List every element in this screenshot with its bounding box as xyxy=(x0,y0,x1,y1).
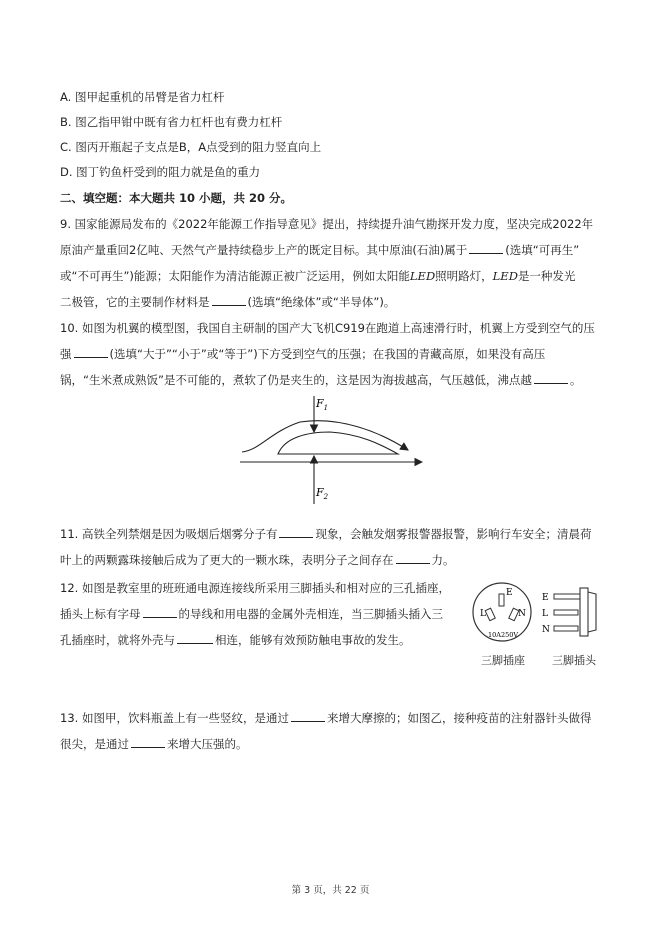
option-a: A. 图甲起重机的吊臂是省力杠杆 xyxy=(60,90,225,104)
led-term: LED xyxy=(492,269,518,283)
q13-text: 很尖，是通过 xyxy=(60,737,129,751)
q12-line-1: 12. 如图是教室里的班班通电源连接线所采用三脚插头和相对应的三孔插座， xyxy=(60,581,450,595)
q9-text: 或“不可再生”)能源；太阳能作为清洁能源正被广泛运用，例如太阳能 xyxy=(60,269,410,283)
q12-line-2 xyxy=(60,602,461,627)
q12-text: 的导线和用电器的金属外壳相连，当三脚插头插入三 xyxy=(178,607,443,621)
three-pin-plug xyxy=(540,584,610,644)
answer-blank[interactable] xyxy=(469,241,503,254)
q9-text: 原油产量重回2亿吨、天然气产量持续稳步上产的既定目标。其中原油(石油)属于 xyxy=(60,243,468,257)
answer-blank[interactable] xyxy=(131,735,165,748)
answer-blank[interactable] xyxy=(143,605,177,618)
answer-blank[interactable] xyxy=(177,631,213,644)
plug-n-label: N xyxy=(542,625,550,635)
q11-text: 叶上的两颗露珠接触后成为了更大的一颗水珠，表明分子之间存在 xyxy=(60,553,394,567)
answer-blank[interactable] xyxy=(291,709,325,722)
wing-diagram xyxy=(230,392,430,507)
q11-line-1 xyxy=(60,522,603,547)
led-term: LED xyxy=(409,269,436,283)
force-f2-label: $F_2$ xyxy=(316,486,329,501)
q9-text: 二极管，它的主要制作材料是 xyxy=(60,295,210,309)
socket-l-label: L xyxy=(480,609,486,619)
socket-e-label: E xyxy=(506,588,513,598)
q9-line-2 xyxy=(60,238,603,263)
answer-blank[interactable] xyxy=(212,293,246,306)
three-hole-socket xyxy=(466,582,542,646)
q9-text: (选填“绝缘体”或“半导体”)。 xyxy=(247,295,396,309)
q10-line-2 xyxy=(60,342,603,367)
q13-line-1 xyxy=(60,706,603,731)
q11-text: 力。 xyxy=(431,553,455,567)
q13-text: 来增大摩擦的；如图乙，接种疫苗的注射器针头做得 xyxy=(326,711,592,725)
q10-line-3 xyxy=(60,368,603,393)
q13-line-2 xyxy=(60,732,603,757)
socket-n-label: N xyxy=(518,609,526,619)
q9-line-4 xyxy=(60,290,603,315)
section-heading: 二、填空题：本大题共 10 小题，共 20 分。 xyxy=(60,191,293,205)
force-f1-label: $F_1$ xyxy=(316,397,329,412)
q9-line-3 xyxy=(60,264,603,289)
q9-text: (选填“可再生” xyxy=(505,243,580,257)
option-b: B. 图乙指甲钳中既有省力杠杆也有费力杠杆 xyxy=(60,115,283,129)
q13-text: 13. 如图甲，饮料瓶盖上有一些竖纹，是通过 xyxy=(60,711,289,725)
plug-e-label: E xyxy=(542,593,549,603)
q10-line-1: 10. 如图为机翼的模型图，我国自主研制的国产大飞机C919在跑道上高速滑行时，机翼上方受到空气的压 xyxy=(60,321,595,335)
answer-blank[interactable] xyxy=(534,371,568,384)
q12-text: 孔插座时，就将外壳与 xyxy=(60,633,175,647)
q9-text: 是一种发光 xyxy=(517,269,576,283)
q13-text: 来增大压强的。 xyxy=(167,737,248,751)
q12-text: 相连，能够有效预防触电事故的发生。 xyxy=(215,633,411,647)
q10-text: 。 xyxy=(569,373,582,387)
socket-caption: 三脚插座 xyxy=(481,654,525,667)
answer-blank[interactable] xyxy=(396,551,430,564)
q11-line-2 xyxy=(60,548,603,573)
q10-text: 锅，“生米煮成熟饭”是不可能的，煮软了仍是夹生的，这是因为海拔越高，气压越低，沸点越 xyxy=(60,373,532,387)
q12-text: 插头上标有字母 xyxy=(60,607,141,621)
q11-text: 11. 高铁全列禁烟是因为吸烟后烟雾分子有 xyxy=(60,527,278,541)
option-d: D. 图丁钓鱼杆受到的阻力就是鱼的重力 xyxy=(60,165,261,179)
answer-blank[interactable] xyxy=(74,345,108,358)
q11-text: 现象，会触发烟雾报警器报警，影响行车安全；清晨荷 xyxy=(315,527,592,541)
plug-caption: 三脚插头 xyxy=(552,654,596,667)
answer-blank[interactable] xyxy=(279,525,313,538)
option-c: C. 图丙开瓶起子支点是B，A点受到的阻力竖直向上 xyxy=(60,140,322,154)
socket-rating: 10A250V xyxy=(488,631,519,639)
q9-line-1: 9. 国家能源局发布的《2022年能源工作指导意见》提出，持续提升油气勘探开发力度，坚决完成2022年 xyxy=(60,217,594,231)
plug-l-label: L xyxy=(542,609,548,619)
q10-text: (选填“大于”“小于”或“等于”)下方受到空气的压强；在我国的青藏高原，如果没有高压 xyxy=(109,347,546,361)
q9-text: 照明路灯， xyxy=(435,269,493,283)
q10-text: 强 xyxy=(60,347,72,361)
q12-line-3 xyxy=(60,628,461,653)
page-footer: 第 3 页，共 22 页 xyxy=(291,885,370,896)
